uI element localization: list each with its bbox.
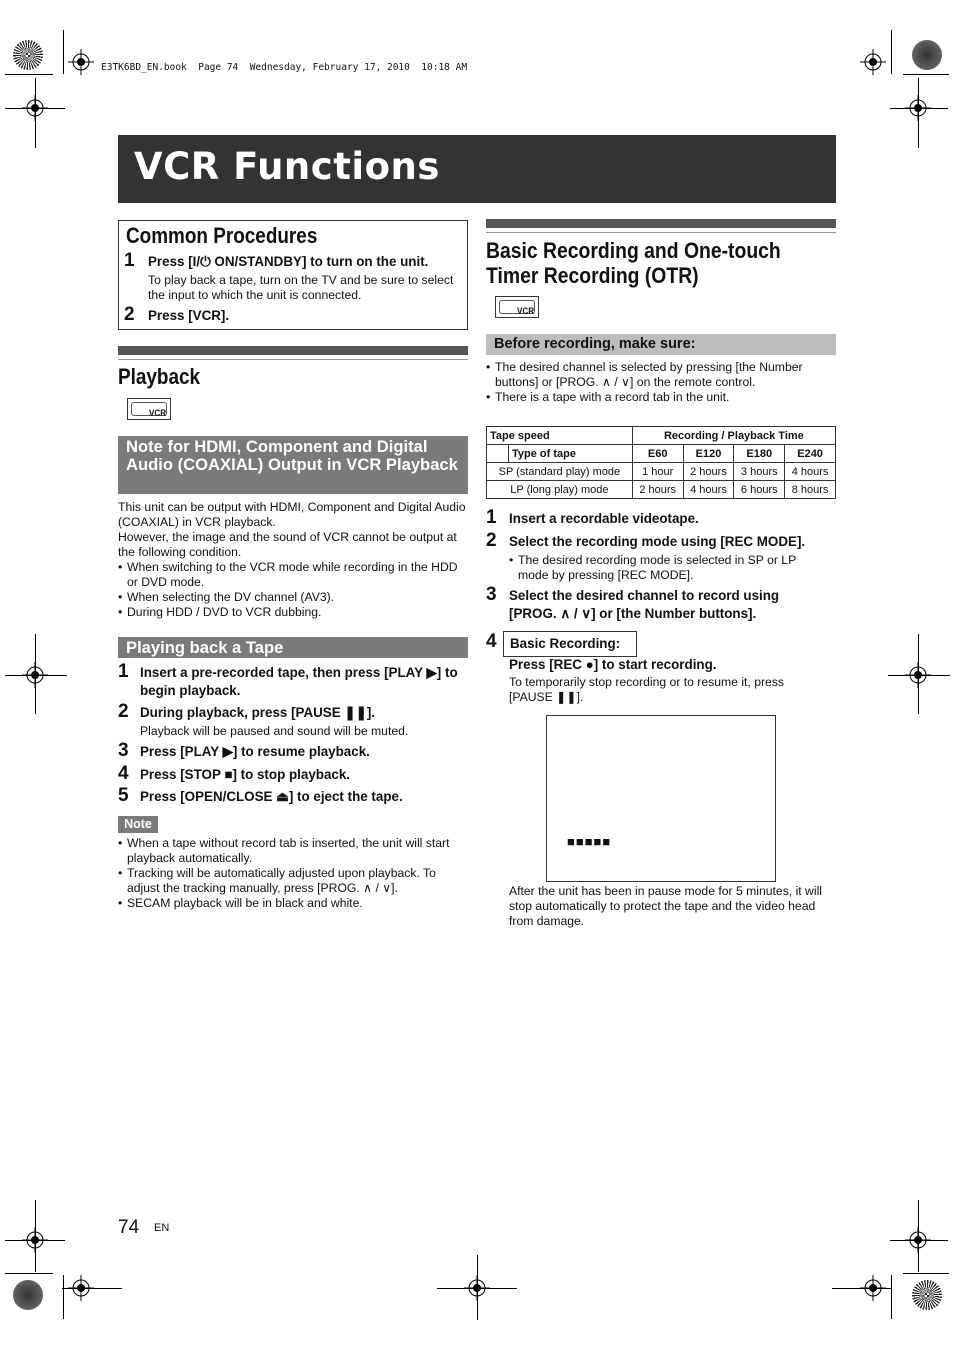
registration-mark-icon [22,662,48,688]
note-hdmi-text: This unit can be output with HDMI, Component and Digital Audio (COAXIAL) in VCR playback. However, the image and the sound of VCR cannot be output at the following condition. • When switching to the VCR mode while recording in the HDD or DVD mode. • When selecting the DV channel (AV3). • During HDD / DVD to VCR dubbing. [118,500,466,620]
after-note: After the unit has been in pause mode for 5 minutes, it will stop automatically to protect the tape and the video head from damage. [509,884,822,928]
list-item: • The desired channel is selected by pressing [the Number buttons] or [PROG. ∧ / ∨] on the remote control. [486,360,834,390]
playing-tape-heading: Playing back a Tape [118,637,468,658]
registration-mark-icon [860,49,886,75]
step-text: Select the desired channel to record using [PROG. ∧ / ∨] or [the Number buttons]. [509,588,780,621]
registration-mark-icon [860,1275,886,1301]
step-detail: To temporarily stop recording or to resume it, press [PAUSE ❚❚]. [509,675,785,704]
tv-screen-illustration [546,715,776,882]
recording-title: Basic Recording and One-touch Timer Recording (OTR) [486,238,781,288]
step-text: During playback, press [PAUSE ❚❚]. [140,705,376,720]
step-number: 2 [124,304,135,325]
page-title-bar [118,135,836,203]
section-rule [118,346,468,355]
header-tape: E120 [683,445,734,463]
step-text: Select the recording mode using [REC MODE]. [509,534,806,549]
section-rule-thin [486,232,836,233]
list-item: • During HDD / DVD to VCR dubbing. [118,605,466,620]
list-item: • Tracking will be automatically adjusted upon playback. To adjust the tracking manually, press [PROG. ∧ / ∨]. [118,866,468,896]
step-number: 1 [124,250,135,271]
step-number: 1 [486,507,497,528]
note-hdmi-heading: Note for HDMI, Component and Digital Audio (COAXIAL) Output in VCR Playback [118,436,468,494]
step-number: 3 [118,740,129,761]
before-recording-heading: Before recording, make sure: [486,334,836,355]
table-row: LP (long play) mode 2 hours 4 hours 6 hours 8 hours [487,481,836,499]
page-number: 74 [118,1217,140,1238]
list-item: • There is a tape with a record tab in the unit. [486,390,834,405]
header-tape: E180 [734,445,785,463]
color-target-icon [912,40,942,70]
list-item: • When switching to the VCR mode while recording in the HDD or DVD mode. [118,560,466,590]
header-tape: E240 [785,445,836,463]
step-detail: To play back a tape, turn on the TV and be sure to select the input to which the unit is connected. [148,273,454,302]
color-target-icon [13,1280,43,1310]
step-text: Press [VCR]. [148,308,230,323]
step-number: 2 [118,701,129,722]
color-target-icon [13,40,43,70]
header-tape-speed: Tape speed [487,427,633,445]
step-detail: Playback will be paused and sound will be muted. [140,724,409,738]
playback-title: Playback [118,364,201,389]
registration-mark-icon [68,49,94,75]
step-text: Insert a pre-recorded tape, then press [PLAY ▶] to begin playback. [140,665,458,698]
registration-mark-icon [464,1275,490,1301]
section-rule-thin [118,359,468,360]
list-item: • When selecting the DV channel (AV3). [118,590,466,605]
step-number: 2 [486,530,497,551]
header-type-of-tape: Type of tape [509,445,633,463]
page-title: VCR Functions [134,145,440,188]
step-number: 5 [118,785,129,806]
registration-mark-icon [68,1275,94,1301]
step-text: Press [PLAY ▶] to resume playback. [140,744,370,759]
color-target-icon [912,1280,942,1310]
step-text: Press [STOP ■] to stop playback. [140,767,351,782]
table-row: SP (standard play) mode 1 hour 2 hours 3 hours 4 hours [487,463,836,481]
tape-speed-table [486,426,836,499]
registration-mark-icon [905,662,931,688]
note-label: Note [118,816,158,833]
language-label: EN [154,1222,170,1234]
step-number: 4 [118,763,129,784]
step-text: Press [REC ●] to start recording. [509,657,717,672]
list-item: • SECAM playback will be in black and white. [118,896,468,911]
list-item: • When a tape without record tab is inserted, the unit will start playback automatically. [118,836,468,866]
header-tape: E60 [632,445,683,463]
pause-indicator: ■■■■■ [567,834,612,849]
step-number: 3 [486,584,497,605]
vcr-icon: VCR [495,296,539,318]
section-rule [486,219,836,228]
step-text: Press [OPEN/CLOSE ⏏] to eject the tape. [140,789,403,804]
header-recording-time: Recording / Playback Time [632,427,835,445]
step-text: Press [I/⏻ ON/STANDBY] to turn on the unit. [148,254,429,269]
registration-mark-icon [905,95,931,121]
registration-mark-icon [22,1227,48,1253]
print-header: E3TK6BD_EN.book Page 74 Wednesday, February 17, 2010 10:18 AM [101,62,468,73]
vcr-icon: VCR [127,398,171,420]
before-recording-list [486,360,834,405]
common-procedures-title: Common Procedures [126,223,318,248]
step-number: 4 [486,631,497,652]
step-text: Insert a recordable videotape. [509,511,699,526]
basic-recording-box: Basic Recording: [503,631,637,657]
registration-mark-icon [905,1227,931,1253]
step-number: 1 [118,661,129,682]
registration-mark-icon [22,95,48,121]
step-detail: • The desired recording mode is selected in SP or LP mode by pressing [REC MODE]. [509,553,829,583]
notes-list [118,836,468,911]
